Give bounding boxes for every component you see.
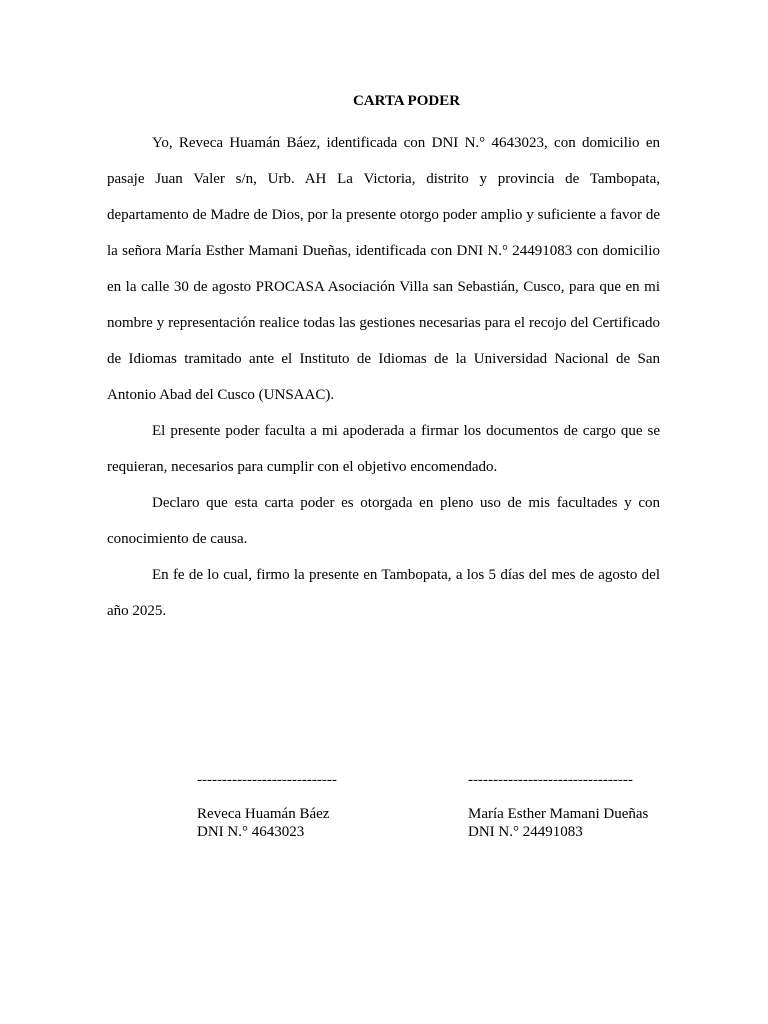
signer-name: María Esther Mamani Dueñas [468,806,649,822]
signature-line: --------------------------------- [468,772,633,788]
document-body [107,125,660,629]
paragraph-declaration: Declaro que esta carta poder es otorgada en pleno uso de mis facultades y con conocimiento de causa. [107,495,660,547]
paragraph-closing: En fe de lo cual, firmo la presente en Tambopata, a los 5 días del mes de agosto del año 2025. [107,567,660,619]
document-title: CARTA PODER [352,93,461,109]
signature-block-attorney [468,771,648,841]
signature-line: ---------------------------- [197,772,337,788]
paragraph-grant: Yo, Reveca Huamán Báez, identificada con DNI N.° 4643023, con domicilio en pasaje Juan Valer s/n, Urb. AH La Victoria, distrito y provincia de Tambopata, departamento de Madre de Dios, por la presente otorgo poder amplio y suficiente a favor de la señora María Esther Mamani Dueñas, identificada con DNI N.° 24491083 con domicilio en la calle 30 de agosto PROCASA Asociación Villa san Sebastián, Cusco, para que en mi nombre y representación realice todas las gestiones necesarias para el recojo del Certificado de Idiomas tramitado ante el Instituto de Idiomas de la Universidad Nacional de San Antonio Abad del Cusco (UNSAAC). [107,135,660,403]
paragraph-scope: El presente poder faculta a mi apoderada a firmar los documentos de cargo que se requieran, necesarios para cumplir con el objetivo encomendado. [107,423,660,475]
signer-dni: DNI N.° 4643023 [197,824,305,840]
signer-name: Reveca Huamán Báez [197,806,330,822]
signer-dni: DNI N.° 24491083 [468,824,583,840]
signature-block-grantor [197,771,337,841]
